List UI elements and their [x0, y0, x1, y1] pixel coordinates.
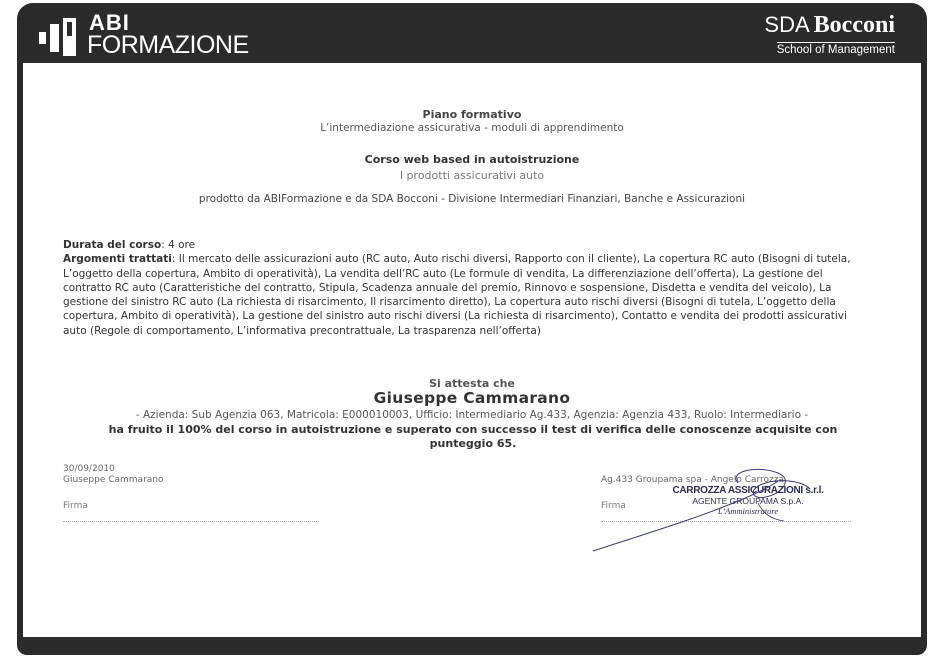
abi-logo-top: ABI — [89, 10, 130, 35]
course-producer: prodotto da ABIFormazione e da SDA Bocconi - Divisione Intermediari Finanziari, Banche e Assicurazioni — [198, 193, 746, 205]
right-firma-label: Firma — [601, 501, 626, 511]
left-signature-block — [63, 464, 164, 486]
topics-value: : Il mercato delle assicurazioni auto (RC auto, Auto rischi diversi, Rapporto con il cliente), La copertura RC auto (Bisogni di tutela, L’oggetto della copertura, Ambito di operatività), La vendita dell’RC auto (Le formule di vendita, La differenziazione dell’offerta), La gestione del contratto RC auto (Caratteristiche del contratto, Stipula, Scadenza annuale del premio, Rinnovo e sospensione, Disdetta e vendita del veicolo), La gestione del sinistro RC auto (La richiesta di risarcimento, Il risarcimento diretto), La copertura auto rischi diversi (Bisogni di tutela, L’oggetto della copertura, Ambito di operatività), La gestione del sinistro auto rischi diversi (La richiesta di risarcimento), Contatto e vendita dei prodotti assicurativi auto (Regole di comportamento, L’informativa precontrattuale, La trasparenza nell’offerta) — [63, 253, 851, 337]
attestation-intro: Si attesta che — [429, 377, 515, 390]
duration-value: : 4 ore — [161, 239, 196, 251]
stamp-line-3: L’Amministratore — [717, 506, 779, 516]
sda-bocconi-logo — [735, 12, 895, 56]
stamp-line-2: AGENTE GROUPAMA S.p.A. — [692, 496, 804, 506]
abi-logo-mark-icon — [39, 18, 83, 56]
course-topics — [63, 252, 863, 338]
recipient-name: Giuseppe Cammarano — [373, 389, 571, 407]
plan-subtitle: L’intermediazione assicurativa - moduli di apprendimento — [320, 122, 624, 134]
left-signer-name: Giuseppe Cammarano — [63, 475, 164, 485]
stamp-line-1: CARROZZA ASSICURAZIONI s.r.l. — [672, 485, 824, 496]
right-signer-name: Ag.433 Groupama spa - Angelo Carrozza — [601, 475, 785, 485]
certificate-header — [17, 3, 927, 63]
abi-formazione-logo — [39, 10, 249, 59]
certificate-body — [23, 63, 921, 637]
sda-logo-subtitle: School of Management — [776, 44, 895, 56]
course-details — [63, 238, 863, 338]
certificate-frame — [17, 3, 927, 655]
left-firma-label: Firma — [63, 501, 88, 511]
course-title: I prodotti assicurativi auto — [399, 169, 545, 182]
left-signature-line — [63, 521, 319, 522]
sda-logo-prefix: SDA — [764, 12, 810, 37]
abi-logo-bottom: FORMAZIONE — [87, 31, 249, 59]
recipient-details: - Azienda: Sub Agenzia 063, Matricola: E000010003, Ufficio: Intermediario Ag.433, Agenzia: Agenzia 433, Ruolo: Intermediario - — [135, 409, 809, 421]
topics-label: Argomenti trattati — [63, 253, 172, 266]
course-duration — [63, 238, 863, 252]
course-type: Corso web based in autoistruzione — [364, 153, 580, 166]
attestation-result: ha fruito il 100% del corso in autoistruzione e superato con successo il test di verifica delle conoscenze acquisite con punteggio 65. — [108, 423, 838, 450]
plan-title: Piano formativo — [422, 108, 522, 121]
issue-date: 30/09/2010 — [63, 464, 115, 474]
handwritten-signature — [588, 463, 828, 563]
sda-logo-name: Bocconi — [813, 12, 895, 38]
duration-label: Durata del corso — [63, 239, 162, 251]
